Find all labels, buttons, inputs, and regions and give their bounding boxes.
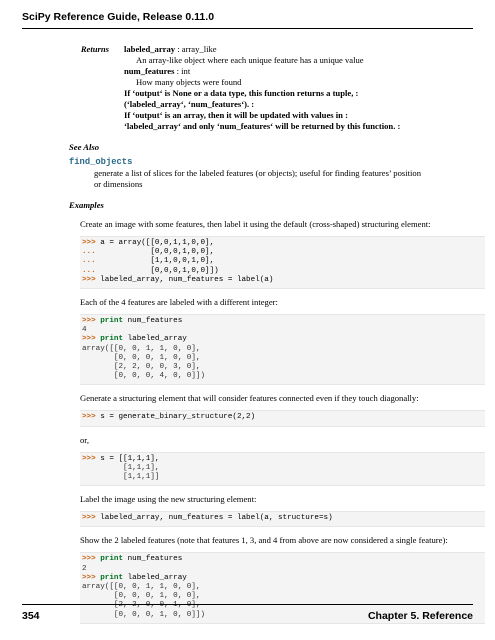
- code-line: ... [0,0,0,1,0,0]]): [82, 266, 219, 275]
- code-line: >>> print labeled_array: [82, 335, 187, 344]
- returns-line: (‘labeled_array‘, ‘num_features‘). :: [124, 99, 255, 109]
- returns-section: [80, 44, 485, 132]
- returns-line: labeled_array : array_like: [124, 44, 217, 54]
- see-also-label: See Also: [69, 142, 99, 152]
- code-line: [2, 2, 0, 0, 3, 0],: [82, 363, 201, 372]
- returns-body: [124, 44, 485, 132]
- returns-line: How many objects were found: [136, 77, 242, 87]
- code-block: [80, 314, 485, 385]
- page-footer: [22, 604, 473, 627]
- code-line: [1,1,1],: [82, 463, 160, 472]
- code-line: ... [0,0,0,1,0,0],: [82, 248, 215, 257]
- see-also-desc: [80, 168, 485, 190]
- code-line: [2, 2, 0, 0, 1, 0],: [82, 601, 201, 610]
- see-also-desc-line: generate a list of slices for the labeled features (or objects); useful for finding features’ position: [94, 168, 421, 178]
- code-line: >>> labeled_array, num_features = label(a): [82, 275, 274, 284]
- returns-line: ‘labeled_array‘ and only ‘num_features‘ will be returned by this function. :: [124, 121, 401, 131]
- see-also-desc-line: or dimensions: [94, 179, 143, 189]
- code-line: 4: [82, 326, 87, 335]
- page-header: [22, 8, 473, 29]
- find-objects-link[interactable]: find_objects: [69, 157, 133, 167]
- example-paragraph: or,: [80, 434, 89, 445]
- code-line: >>> a = array([[0,0,1,1,0,0],: [82, 239, 215, 247]
- returns-line: num_features : int: [124, 66, 191, 76]
- examples-label: Examples: [69, 200, 104, 210]
- code-line: >>> print num_features: [82, 317, 183, 326]
- page-number: 354: [22, 610, 40, 622]
- header-title: SciPy Reference Guide, Release 0.11.0: [22, 11, 215, 23]
- code-block: [80, 511, 485, 527]
- code-line: array([[0, 0, 1, 1, 0, 0],: [82, 583, 201, 592]
- code-line: >>> labeled_array, num_features = label(a, structure=s): [82, 514, 333, 523]
- code-line: array([[0, 0, 1, 1, 0, 0],: [82, 344, 201, 353]
- code-line: ... [1,1,0,0,1,0],: [82, 257, 215, 266]
- code-line: [0, 0, 0, 1, 0, 0],: [82, 353, 201, 362]
- doc-content: [69, 44, 485, 624]
- code-block: [80, 236, 485, 289]
- example-paragraph: Show the 2 labeled features (note that features 1, 3, and 4 from above are now considered a single feature):: [80, 535, 448, 546]
- code-line: [0, 0, 0, 4, 0, 0]]): [82, 372, 206, 381]
- example-paragraph: Label the image using the new structuring element:: [80, 494, 257, 505]
- code-line: [1,1,1]]: [82, 473, 160, 482]
- example-paragraph: Each of the 4 features are labeled with a different integer:: [80, 297, 278, 308]
- code-line: >>> s = generate_binary_structure(2,2): [82, 413, 256, 422]
- example-paragraph: Generate a structuring element that will consider features connected even if they touch diagonally:: [80, 393, 419, 404]
- example-paragraph: Create an image with some features, then label it using the default (cross-shaped) structuring element:: [80, 219, 431, 229]
- code-block: [80, 452, 485, 487]
- code-line: >>> print num_features: [82, 555, 183, 564]
- code-line: >>> print labeled_array: [82, 573, 187, 582]
- code-block: [80, 410, 485, 426]
- code-line: [0, 0, 0, 1, 0, 0]]): [82, 610, 206, 619]
- returns-line: If ‘output‘ is an array, then it will be updated with values in :: [124, 110, 348, 120]
- code-line: >>> s = [[1,1,1],: [82, 454, 160, 463]
- returns-label: Returns: [80, 44, 109, 54]
- returns-line: An array-like object where each unique feature has a unique value: [136, 55, 364, 65]
- code-line: [0, 0, 0, 1, 0, 0],: [82, 592, 201, 601]
- examples-body: [80, 219, 485, 624]
- returns-line: If ‘output‘ is None or a data type, this function returns a tuple, :: [124, 88, 359, 98]
- code-line: 2: [82, 564, 87, 573]
- chapter-title: Chapter 5. Reference: [367, 610, 473, 622]
